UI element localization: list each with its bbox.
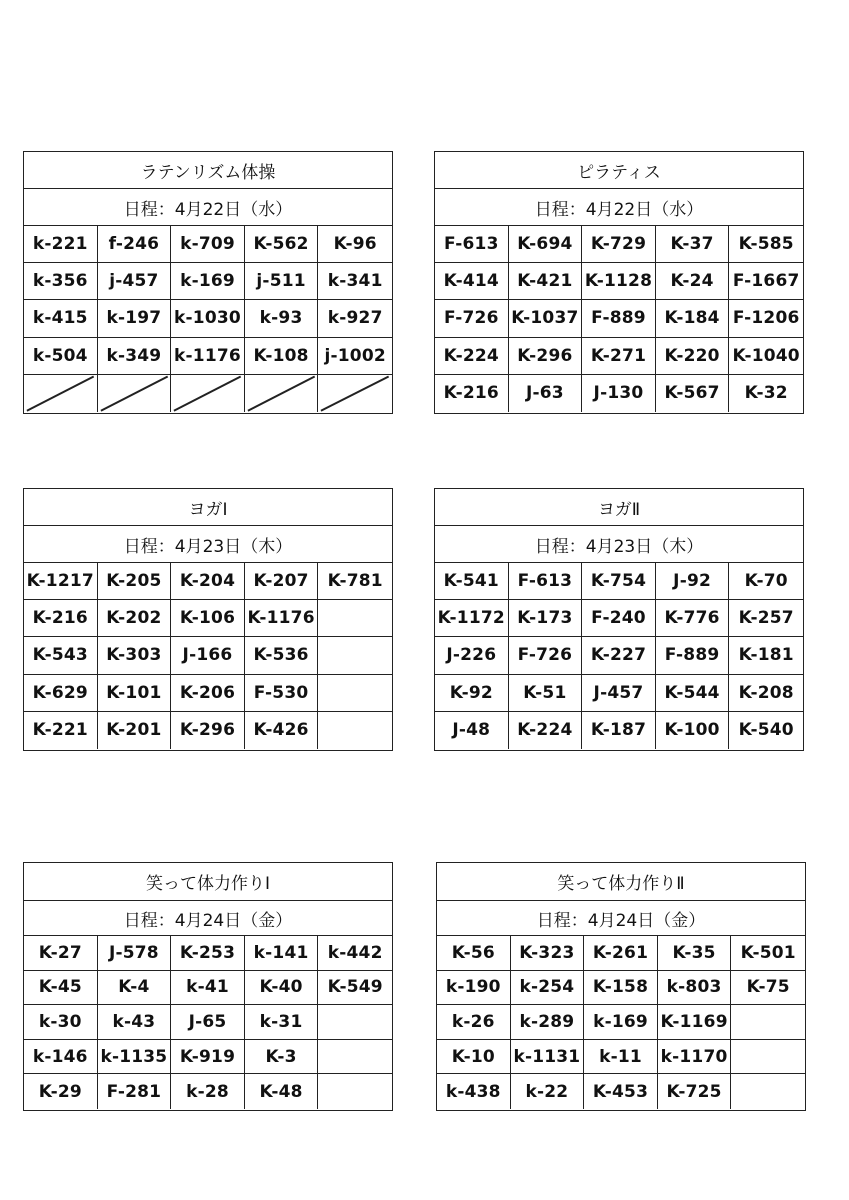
participant-id-cell: K-106 xyxy=(171,600,245,637)
participant-id-cell: F-889 xyxy=(582,300,656,337)
participant-id-cell: K-173 xyxy=(509,600,583,637)
participant-id-cell: K-1169 xyxy=(658,1005,732,1040)
participant-id-cell: K-694 xyxy=(509,226,583,263)
participant-id-cell: k-197 xyxy=(98,300,172,337)
participant-id-cell: K-45 xyxy=(24,971,98,1006)
table-date: 日程：4月22日（水） xyxy=(435,189,803,226)
schedule-table-yoga-2 xyxy=(434,488,804,751)
participant-id-cell: k-504 xyxy=(24,338,98,375)
participant-id-cell: k-254 xyxy=(511,971,585,1006)
participant-id-cell: K-536 xyxy=(245,637,319,674)
participant-id-cell: K-100 xyxy=(656,712,730,749)
schedule-table-pilates xyxy=(434,151,804,414)
diagonal-slash xyxy=(24,375,97,412)
participant-id-cell: k-26 xyxy=(437,1005,511,1040)
participant-id-cell: K-426 xyxy=(245,712,319,749)
participant-id-cell: k-41 xyxy=(171,971,245,1006)
participant-id-cell: k-190 xyxy=(437,971,511,1006)
schedule-table-laugh-fitness-1 xyxy=(23,862,393,1111)
participant-id-cell: J-578 xyxy=(98,936,172,971)
table-date: 日程：4月22日（水） xyxy=(24,189,392,226)
schedule-table-yoga-1 xyxy=(23,488,393,751)
participant-id-cell: K-1217 xyxy=(24,563,98,600)
participant-id-cell: k-11 xyxy=(584,1040,658,1075)
participant-id-cell: F-613 xyxy=(435,226,509,263)
empty-slash-cell xyxy=(318,375,392,412)
participant-id-cell: K-453 xyxy=(584,1074,658,1109)
empty-slash-cell xyxy=(171,375,245,412)
participant-id-cell: K-207 xyxy=(245,563,319,600)
participant-id-cell: k-341 xyxy=(318,263,392,300)
empty-slash-cell xyxy=(98,375,172,412)
participant-id-cell: K-37 xyxy=(656,226,730,263)
participant-id-cell: J-92 xyxy=(656,563,730,600)
participant-id-cell: K-729 xyxy=(582,226,656,263)
participant-id-cell: K-261 xyxy=(584,936,658,971)
participant-id-cell: K-51 xyxy=(509,675,583,712)
participant-id-cell: K-4 xyxy=(98,971,172,1006)
empty-cell xyxy=(318,1040,392,1075)
participant-id-cell: K-92 xyxy=(435,675,509,712)
participant-id-cell: K-421 xyxy=(509,263,583,300)
table-title: 笑って体力作りⅡ xyxy=(437,863,805,901)
empty-cell xyxy=(318,600,392,637)
participant-grid xyxy=(435,226,803,412)
table-title: 笑って体力作りⅠ xyxy=(24,863,392,901)
participant-id-cell: K-541 xyxy=(435,563,509,600)
participant-id-cell: F-1667 xyxy=(729,263,803,300)
empty-cell xyxy=(318,1005,392,1040)
participant-id-cell: f-246 xyxy=(98,226,172,263)
participant-id-cell: J-226 xyxy=(435,637,509,674)
empty-slash-cell xyxy=(24,375,98,412)
table-date: 日程：4月24日（金） xyxy=(437,901,805,936)
participant-id-cell: K-48 xyxy=(245,1074,319,1109)
participant-grid xyxy=(24,226,392,412)
table-title: ヨガⅠ xyxy=(24,489,392,526)
participant-id-cell: k-30 xyxy=(24,1005,98,1040)
participant-id-cell: K-216 xyxy=(435,375,509,412)
participant-id-cell: K-108 xyxy=(245,338,319,375)
empty-slash-cell xyxy=(245,375,319,412)
participant-id-cell: k-349 xyxy=(98,338,172,375)
participant-id-cell: j-511 xyxy=(245,263,319,300)
participant-id-cell: K-56 xyxy=(437,936,511,971)
participant-id-cell: k-31 xyxy=(245,1005,319,1040)
participant-id-cell: K-544 xyxy=(656,675,730,712)
participant-id-cell: K-75 xyxy=(731,971,805,1006)
participant-id-cell: F-240 xyxy=(582,600,656,637)
participant-id-cell: K-27 xyxy=(24,936,98,971)
empty-cell xyxy=(731,1074,805,1109)
participant-id-cell: F-726 xyxy=(509,637,583,674)
participant-id-cell: K-24 xyxy=(656,263,730,300)
participant-id-cell: K-540 xyxy=(738,720,794,741)
participant-id-cell: J-130 xyxy=(582,375,656,412)
participant-id-cell: K-216 xyxy=(24,600,98,637)
participant-id-cell: F-726 xyxy=(435,300,509,337)
participant-id-cell: K-227 xyxy=(582,637,656,674)
participant-id-cell: k-927 xyxy=(318,300,392,337)
schedule-table-laugh-fitness-2 xyxy=(436,862,806,1111)
participant-id-cell: k-28 xyxy=(171,1074,245,1109)
participant-id-cell: k-1135 xyxy=(98,1040,172,1075)
participant-id-cell: F-1206 xyxy=(729,300,803,337)
empty-cell xyxy=(731,1005,805,1040)
participant-id-cell: K-1128 xyxy=(582,263,656,300)
participant-id-cell: k-141 xyxy=(245,936,319,971)
participant-id-cell: K-101 xyxy=(98,675,172,712)
participant-id-cell: k-1030 xyxy=(171,300,245,337)
participant-id-cell: K-40 xyxy=(245,971,319,1006)
participant-id-cell: K-224 xyxy=(509,712,583,749)
participant-id-cell: k-709 xyxy=(171,226,245,263)
participant-id-cell: k-438 xyxy=(437,1074,511,1109)
participant-id-cell: J-63 xyxy=(509,375,583,412)
participant-id-cell: k-442 xyxy=(318,936,392,971)
participant-id-cell: K-776 xyxy=(656,600,730,637)
participant-grid xyxy=(435,563,803,749)
participant-id-cell: k-169 xyxy=(171,263,245,300)
participant-id-cell: K-224 xyxy=(435,338,509,375)
participant-id-cell: K-1176 xyxy=(245,600,319,637)
participant-id-cell: k-1176 xyxy=(171,338,245,375)
participant-id-cell: K-567 xyxy=(656,375,730,412)
participant-id-cell: J-457 xyxy=(582,675,656,712)
participant-id-cell: K-221 xyxy=(24,712,98,749)
participant-id-cell: K-205 xyxy=(98,563,172,600)
participant-id-cell: K-3 xyxy=(245,1040,319,1075)
participant-id-cell: k-415 xyxy=(24,300,98,337)
diagonal-slash xyxy=(171,375,244,412)
participant-grid xyxy=(24,936,392,1109)
participant-id-cell: K-220 xyxy=(656,338,730,375)
table-date: 日程：4月23日（木） xyxy=(24,526,392,563)
participant-id-cell: j-1002 xyxy=(318,338,392,375)
participant-id-cell: K-1037 xyxy=(509,300,583,337)
participant-id-cell: K-10 xyxy=(437,1040,511,1075)
participant-id-cell: K-296 xyxy=(171,712,245,749)
participant-id-cell: K-1172 xyxy=(435,600,509,637)
participant-grid xyxy=(24,563,392,749)
empty-cell xyxy=(731,1040,805,1075)
participant-id-cell: K-206 xyxy=(171,675,245,712)
schedule-table-latin-rhythm xyxy=(23,151,393,414)
participant-id-cell: K-629 xyxy=(24,675,98,712)
participant-id-cell: K-725 xyxy=(658,1074,732,1109)
empty-cell xyxy=(318,675,392,712)
participant-id-cell: k-221 xyxy=(24,226,98,263)
participant-id-cell: K-181 xyxy=(729,637,803,674)
participant-id-cell: K-919 xyxy=(171,1040,245,1075)
participant-id-cell: k-356 xyxy=(24,263,98,300)
participant-id-cell: k-1131 xyxy=(511,1040,585,1075)
participant-id-cell: K-204 xyxy=(171,563,245,600)
participant-id-cell: K-543 xyxy=(24,637,98,674)
participant-id-cell: k-803 xyxy=(658,971,732,1006)
participant-id-cell: K-754 xyxy=(582,563,656,600)
participant-id-cell: K-35 xyxy=(658,936,732,971)
participant-id-cell: F-530 xyxy=(245,675,319,712)
participant-id-cell: K-158 xyxy=(584,971,658,1006)
table-title: ラテンリズム体操 xyxy=(24,152,392,189)
participant-id-cell: F-889 xyxy=(656,637,730,674)
diagonal-slash xyxy=(245,375,318,412)
participant-id-cell: k-93 xyxy=(245,300,319,337)
participant-id-cell: J-48 xyxy=(435,712,509,749)
participant-id-cell: K-187 xyxy=(582,712,656,749)
participant-id-cell: K-562 xyxy=(245,226,319,263)
participant-id-cell: K-549 xyxy=(318,971,392,1006)
participant-id-cell: K-271 xyxy=(582,338,656,375)
participant-id-cell: J-166 xyxy=(171,637,245,674)
participant-id-cell: k-289 xyxy=(511,1005,585,1040)
participant-id-cell: K-1040 xyxy=(729,338,803,375)
participant-id-cell: K-29 xyxy=(24,1074,98,1109)
empty-cell xyxy=(318,637,392,674)
participant-id-cell: K-585 xyxy=(729,226,803,263)
participant-id-cell: k-169 xyxy=(584,1005,658,1040)
participant-id-cell: K-184 xyxy=(656,300,730,337)
empty-cell xyxy=(318,1074,392,1109)
diagonal-slash xyxy=(318,375,392,412)
participant-id-cell: K-32 xyxy=(744,383,788,404)
participant-id-cell: k-146 xyxy=(24,1040,98,1075)
participant-grid xyxy=(437,936,805,1109)
table-date: 日程：4月24日（金） xyxy=(24,901,392,936)
participant-id-cell: K-296 xyxy=(509,338,583,375)
participant-id-cell: K-257 xyxy=(729,600,803,637)
participant-id-cell: K-501 xyxy=(731,936,805,971)
participant-id-cell: K-303 xyxy=(98,637,172,674)
participant-id-cell: j-457 xyxy=(98,263,172,300)
participant-id-cell: F-281 xyxy=(98,1074,172,1109)
diagonal-slash xyxy=(98,375,171,412)
participant-id-cell: K-414 xyxy=(435,263,509,300)
table-date: 日程：4月23日（木） xyxy=(435,526,803,563)
table-title: ヨガⅡ xyxy=(435,489,803,526)
participant-id-cell: K-253 xyxy=(171,936,245,971)
empty-cell xyxy=(318,712,392,749)
participant-id-cell: K-323 xyxy=(511,936,585,971)
participant-id-cell: K-202 xyxy=(98,600,172,637)
participant-id-cell: K-781 xyxy=(318,563,392,600)
participant-id-cell: K-96 xyxy=(318,226,392,263)
participant-id-cell: K-208 xyxy=(729,675,803,712)
participant-id-cell: k-1170 xyxy=(658,1040,732,1075)
table-title: ピラティス xyxy=(435,152,803,189)
participant-id-cell: K-70 xyxy=(729,563,803,600)
participant-id-cell: K-201 xyxy=(98,712,172,749)
participant-id-cell: J-65 xyxy=(171,1005,245,1040)
participant-id-cell: k-22 xyxy=(511,1074,585,1109)
participant-id-cell: k-43 xyxy=(98,1005,172,1040)
participant-id-cell: F-613 xyxy=(509,563,583,600)
